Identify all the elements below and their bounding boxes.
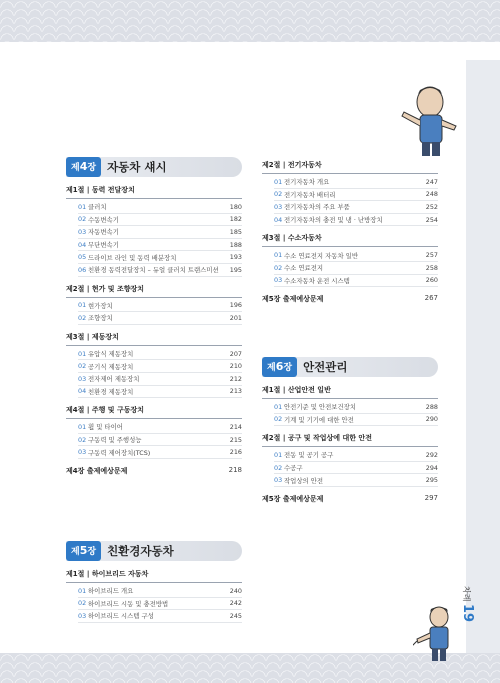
toc-item-label: 클러치 bbox=[88, 203, 107, 212]
toc-item-page: 252 bbox=[425, 202, 438, 211]
toc-item-num: 01 bbox=[78, 586, 87, 595]
toc-item[interactable] bbox=[78, 360, 242, 373]
toc-item-label: 하이브리드 시동 및 충전방법 bbox=[88, 599, 169, 608]
toc-item-num: 02 bbox=[78, 599, 87, 608]
chapter-5-summary[interactable]: 제5장 출제예상문제 267 bbox=[262, 294, 438, 304]
toc-item[interactable] bbox=[274, 401, 438, 414]
toc-item-page: 290 bbox=[425, 415, 438, 424]
toc-item-page: 195 bbox=[229, 265, 242, 274]
section-title: 제1절 | 하이브리드 자동차 bbox=[66, 569, 242, 583]
toc-item[interactable] bbox=[274, 214, 438, 227]
toc-item-num: 04 bbox=[274, 215, 283, 224]
toc-item-page: 258 bbox=[425, 263, 438, 272]
toc-item-num: 02 bbox=[274, 415, 283, 424]
toc-item[interactable] bbox=[274, 201, 438, 214]
toc-item-page: 212 bbox=[229, 374, 242, 383]
toc-item[interactable] bbox=[78, 585, 242, 598]
top-wave-pattern bbox=[0, 0, 500, 42]
section-title: 제1절 | 산업안전 일반 bbox=[262, 385, 438, 399]
toc-item-label: 수소자동차 운전 시스템 bbox=[284, 276, 350, 285]
toc-item-page: 210 bbox=[229, 362, 242, 371]
toc-item[interactable] bbox=[78, 348, 242, 361]
chapter-6-header bbox=[262, 357, 438, 377]
chapter-6-summary[interactable]: 제5장 출제예상문제 297 bbox=[262, 493, 438, 503]
toc-item[interactable] bbox=[274, 449, 438, 462]
toc-item[interactable] bbox=[78, 598, 242, 611]
toc-item-page: 292 bbox=[425, 450, 438, 459]
toc-item[interactable] bbox=[78, 386, 242, 399]
toc-item[interactable] bbox=[274, 189, 438, 202]
toc-item-num: 01 bbox=[274, 251, 283, 260]
toc-item-label: 현가장치 bbox=[88, 301, 113, 310]
toc-section bbox=[262, 385, 438, 426]
toc-item[interactable] bbox=[78, 373, 242, 386]
toc-item-num: 02 bbox=[274, 263, 283, 272]
mascot-shrugging-icon bbox=[392, 80, 462, 158]
toc-item-page: 288 bbox=[425, 402, 438, 411]
toc-item-num: 02 bbox=[78, 362, 87, 371]
toc-item-page: 242 bbox=[229, 599, 242, 608]
toc-item-label: 친환경 동력전달장치 – 듀얼 클러치 트랜스미션 bbox=[88, 266, 219, 275]
toc-item-page: 182 bbox=[229, 215, 242, 224]
toc-item[interactable] bbox=[78, 446, 242, 459]
toc-item-label: 구동력 제어장치(TCS) bbox=[88, 448, 151, 457]
chapter-5-badge: 제5장 bbox=[66, 541, 101, 561]
toc-item-label: 하이브리드 시스템 구성 bbox=[88, 612, 154, 621]
toc-item-label: 기계 및 기기에 대한 안전 bbox=[284, 415, 354, 424]
toc-item-num: 03 bbox=[78, 448, 87, 457]
toc-item-page: 247 bbox=[425, 177, 438, 186]
toc-item-num: 01 bbox=[78, 422, 87, 431]
page-number: 19 bbox=[460, 604, 475, 623]
toc-item-num: 03 bbox=[78, 611, 87, 620]
right-column bbox=[262, 160, 438, 314]
toc-item-num: 04 bbox=[78, 240, 87, 249]
toc-item[interactable] bbox=[274, 474, 438, 487]
toc-item[interactable] bbox=[78, 201, 242, 214]
section-title: 제2절 | 전기자동차 bbox=[262, 160, 438, 174]
toc-item-num: 01 bbox=[274, 450, 283, 459]
toc-item-label: 드라이브 라인 및 동력 배분장치 bbox=[88, 253, 177, 262]
toc-item-label: 전기자동차의 주요 부품 bbox=[284, 203, 350, 212]
toc-item[interactable] bbox=[274, 414, 438, 427]
toc-item-num: 05 bbox=[78, 253, 87, 262]
toc-item-label: 하이브리드 개요 bbox=[88, 587, 134, 596]
toc-item-label: 전기자동차 개요 bbox=[284, 178, 330, 187]
toc-section bbox=[262, 433, 438, 487]
toc-section bbox=[66, 185, 242, 277]
toc-item-num: 02 bbox=[78, 215, 87, 224]
toc-item[interactable] bbox=[78, 251, 242, 264]
toc-item-page: 213 bbox=[229, 387, 242, 396]
toc-item-num: 06 bbox=[78, 265, 87, 274]
side-page-label: 차례 19 bbox=[460, 586, 475, 623]
toc-item-label: 수공구 bbox=[284, 464, 303, 473]
toc-item-page: 240 bbox=[229, 586, 242, 595]
toc-item-num: 04 bbox=[78, 387, 87, 396]
toc-item-label: 구동력 및 주행성능 bbox=[88, 436, 142, 445]
toc-item-num: 01 bbox=[274, 402, 283, 411]
toc-item-num: 01 bbox=[78, 202, 87, 211]
toc-item-label: 수동변속기 bbox=[88, 215, 119, 224]
chapter-5-header bbox=[66, 541, 242, 561]
toc-item-num: 03 bbox=[274, 202, 283, 211]
toc-item-page: 257 bbox=[425, 251, 438, 260]
toc-item[interactable] bbox=[78, 264, 242, 277]
chapter-4-summary[interactable]: 제4장 출제예상문제 218 bbox=[66, 465, 242, 475]
toc-item-label: 전기자동차의 충전 및 냉 · 난방장치 bbox=[284, 216, 383, 225]
toc-item-page: 201 bbox=[229, 313, 242, 322]
toc-section bbox=[66, 405, 242, 459]
toc-item-label: 전동 및 공기 공구 bbox=[284, 451, 334, 460]
section-title: 제3절 | 수소자동차 bbox=[262, 233, 438, 247]
chapter-6-title: 안전관리 bbox=[303, 360, 348, 374]
toc-item-page: 180 bbox=[229, 202, 242, 211]
chapter-4-title: 자동차 섀시 bbox=[107, 160, 167, 174]
toc-item-page: 215 bbox=[229, 435, 242, 444]
toc-item-label: 친환경 제동장치 bbox=[88, 387, 134, 396]
toc-item-page: 193 bbox=[229, 253, 242, 262]
chapter-4-badge: 제4장 bbox=[66, 157, 101, 177]
toc-item-num: 03 bbox=[274, 476, 283, 485]
left-column bbox=[66, 157, 242, 486]
toc-item[interactable] bbox=[78, 434, 242, 447]
toc-item-label: 수소 연료전지 자동차 일반 bbox=[284, 251, 359, 260]
toc-item-page: 207 bbox=[229, 349, 242, 358]
toc-item-label: 휠 및 타이어 bbox=[88, 423, 123, 432]
toc-item[interactable] bbox=[78, 214, 242, 227]
toc-item-page: 260 bbox=[425, 276, 438, 285]
toc-item-label: 자동변속기 bbox=[88, 228, 119, 237]
toc-item-label: 공기식 제동장치 bbox=[88, 362, 134, 371]
toc-item-num: 03 bbox=[78, 374, 87, 383]
toc-section bbox=[66, 332, 242, 398]
chapter-4-header bbox=[66, 157, 242, 177]
toc-item-num: 01 bbox=[274, 177, 283, 186]
toc-item[interactable] bbox=[274, 262, 438, 275]
toc-item-page: 245 bbox=[229, 611, 242, 620]
toc-item-label: 조향장치 bbox=[88, 314, 113, 323]
toc-item[interactable] bbox=[78, 610, 242, 623]
toc-item-num: 02 bbox=[78, 313, 87, 322]
toc-item-page: 294 bbox=[425, 463, 438, 472]
toc-item-page: 196 bbox=[229, 301, 242, 310]
toc-item-label: 전기자동차 배터리 bbox=[284, 190, 336, 199]
toc-section bbox=[66, 569, 242, 623]
toc-section bbox=[66, 284, 242, 325]
toc-item-page: 185 bbox=[229, 227, 242, 236]
toc-item[interactable] bbox=[78, 312, 242, 325]
chapter-5-title: 친환경자동차 bbox=[107, 544, 174, 558]
chapter-6-badge: 제6장 bbox=[262, 357, 297, 377]
toc-item-num: 02 bbox=[78, 435, 87, 444]
section-title: 제1절 | 동력 전달장치 bbox=[66, 185, 242, 199]
toc-item-page: 188 bbox=[229, 240, 242, 249]
toc-section bbox=[262, 233, 438, 287]
toc-item-label: 작업상의 안전 bbox=[284, 476, 324, 485]
toc-item-label: 전자제어 제동장치 bbox=[88, 375, 140, 384]
section-title: 제3절 | 제동장치 bbox=[66, 332, 242, 346]
toc-item-num: 02 bbox=[274, 463, 283, 472]
toc-item-label: 유압식 제동장치 bbox=[88, 350, 134, 359]
toc-item-num: 01 bbox=[78, 349, 87, 358]
toc-item[interactable] bbox=[78, 226, 242, 239]
toc-item[interactable] bbox=[78, 421, 242, 434]
section-title: 제4절 | 주행 및 구동장치 bbox=[66, 405, 242, 419]
toc-item-label: 안전기준 및 안전보건장치 bbox=[284, 403, 356, 412]
toc-section bbox=[262, 160, 438, 226]
toc-item[interactable] bbox=[78, 239, 242, 252]
toc-item-label: 수소 연료전지 bbox=[284, 264, 324, 273]
toc-item[interactable] bbox=[274, 176, 438, 189]
toc-item[interactable] bbox=[274, 462, 438, 475]
toc-item-page: 248 bbox=[425, 190, 438, 199]
toc-item-num: 02 bbox=[274, 190, 283, 199]
toc-item-num: 03 bbox=[78, 227, 87, 236]
section-title: 제2절 | 현가 및 조향장치 bbox=[66, 284, 242, 298]
section-title: 제2절 | 공구 및 작업상에 대한 안전 bbox=[262, 433, 438, 447]
toc-item[interactable] bbox=[274, 249, 438, 262]
toc-item[interactable] bbox=[78, 300, 242, 313]
toc-item-page: 295 bbox=[425, 476, 438, 485]
toc-item[interactable] bbox=[274, 275, 438, 288]
toc-item-label: 무단변속기 bbox=[88, 241, 119, 250]
right-column-lower bbox=[262, 357, 438, 514]
toc-item-page: 216 bbox=[229, 448, 242, 457]
toc-item-num: 01 bbox=[78, 301, 87, 310]
left-column-lower bbox=[66, 541, 242, 630]
right-margin-strip bbox=[466, 60, 500, 653]
toc-item-page: 214 bbox=[229, 422, 242, 431]
mascot-pointing-icon bbox=[413, 603, 463, 663]
toc-item-page: 254 bbox=[425, 215, 438, 224]
toc-item-num: 03 bbox=[274, 276, 283, 285]
